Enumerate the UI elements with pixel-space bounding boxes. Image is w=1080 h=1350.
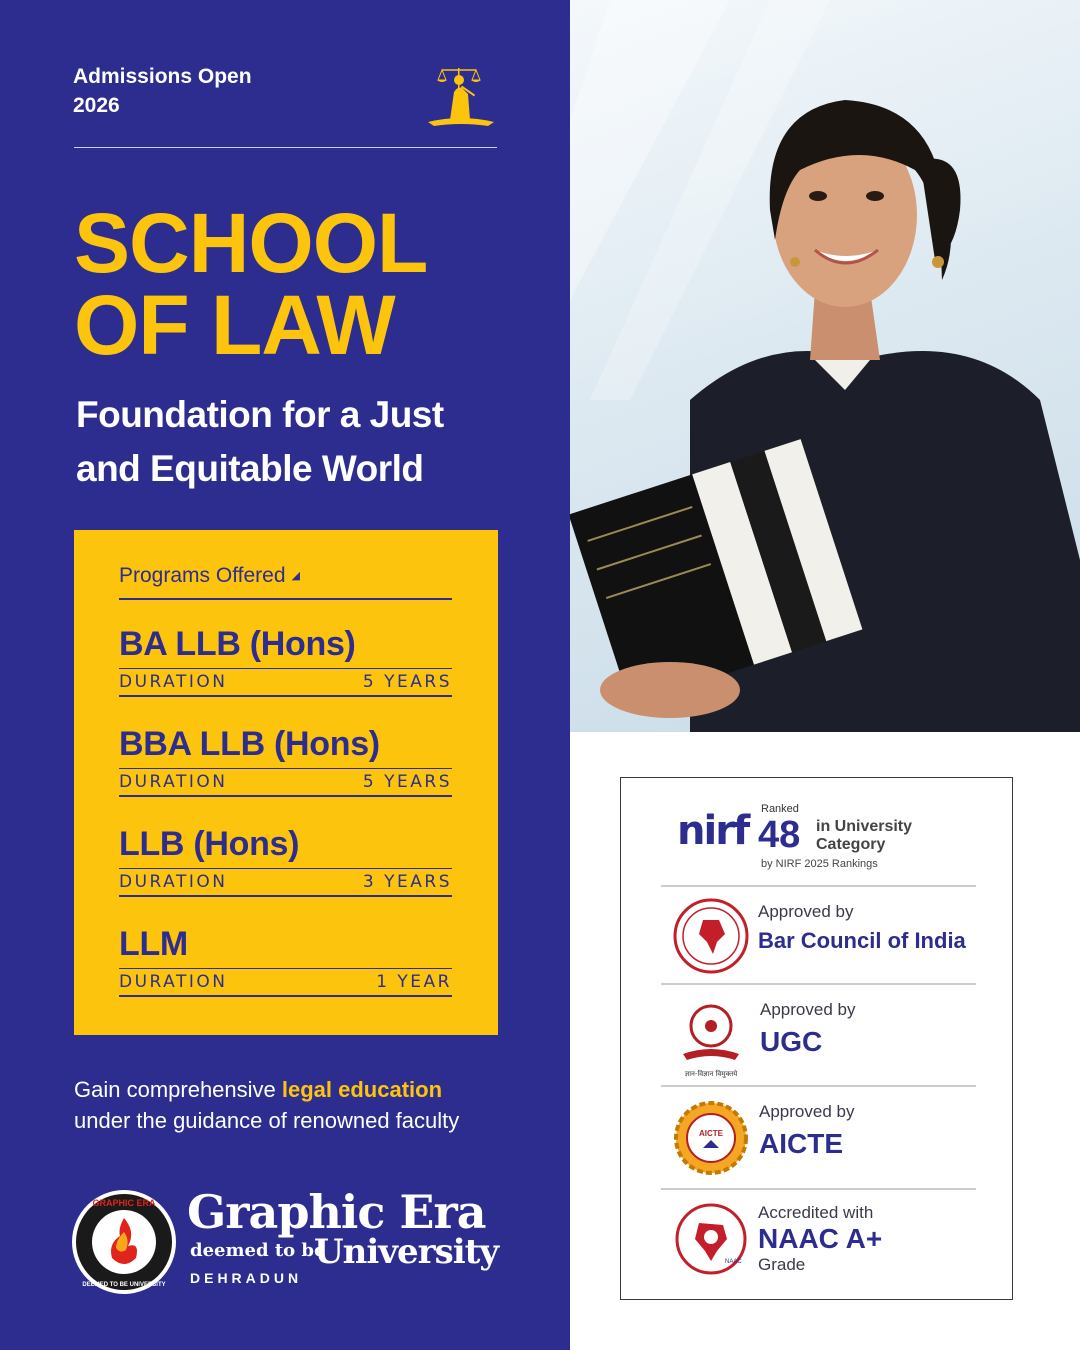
program-bottom-rule: [119, 995, 452, 997]
program-duration-row: [119, 969, 452, 995]
title-line-2: OF LAW: [74, 278, 395, 372]
program-name: LLM: [119, 925, 188, 963]
program-duration-row: [119, 669, 452, 695]
program-bottom-rule: [119, 895, 452, 897]
program-duration-row: [119, 769, 452, 795]
duration-label: DURATION: [119, 972, 228, 992]
graphic-era-emblem-icon: [70, 1188, 178, 1296]
duration-label: DURATION: [119, 872, 228, 892]
accreditation-divider: [661, 983, 976, 985]
nirf-row: [661, 778, 976, 886]
ugc-small: Approved by: [760, 1000, 856, 1019]
duration-value: 5 YEARS: [362, 672, 452, 692]
gain-text: [74, 1074, 544, 1136]
accreditation-divider: [661, 1085, 976, 1087]
accreditation-divider: [661, 885, 976, 887]
program-bottom-rule: [119, 795, 452, 797]
emblem-top-text: GRAPHIC ERA: [92, 1198, 156, 1208]
duration-value: 1 YEAR: [376, 972, 452, 992]
duration-value: 5 YEARS: [362, 772, 452, 792]
university-name: Graphic Era: [187, 1185, 486, 1239]
duration-label: DURATION: [119, 772, 228, 792]
programs-rule: [119, 598, 452, 600]
gain-pre: Gain comprehensive: [74, 1077, 282, 1102]
ugc-name: UGC: [760, 1026, 823, 1057]
nirf-category: in University Category: [816, 818, 913, 853]
program-name: LLB (Hons): [119, 825, 300, 863]
university-word: University: [314, 1232, 499, 1272]
program-name: BBA LLB (Hons): [119, 725, 380, 763]
aicte-gear-icon: [673, 1100, 749, 1176]
programs-box: [74, 530, 498, 1035]
tagline: [76, 388, 556, 496]
aicte-small: Approved by: [759, 1102, 855, 1121]
ugc-row: [661, 986, 976, 1082]
emblem-ring-text: DEEMED TO BE UNIVERSITY: [82, 1282, 166, 1288]
program-item: [119, 622, 452, 697]
page-title: [74, 196, 554, 372]
program-duration-row: [119, 869, 452, 895]
lady-justice-icon: [424, 56, 498, 128]
naac-seal-text: NAAC: [725, 1259, 742, 1265]
bci-seal-icon: [673, 898, 749, 974]
tagline-line-2: and Equitable World: [76, 448, 424, 489]
university-deemed: deemed to be: [190, 1240, 326, 1261]
nirf-ranked-label: Ranked: [761, 803, 799, 815]
nirf-logo: nirf: [677, 808, 749, 854]
accreditation-box: [620, 777, 1013, 1300]
aicte-row: [661, 1088, 976, 1184]
gain-highlight: legal education: [281, 1077, 443, 1102]
program-item: [119, 922, 452, 997]
bci-row: [661, 888, 976, 984]
naac-seal-icon: [673, 1201, 749, 1281]
naac-row: [661, 1191, 976, 1291]
programs-heading: [119, 564, 300, 588]
triangle-icon: ◢: [291, 570, 300, 582]
gain-post: under the guidance of renowned faculty: [74, 1108, 460, 1133]
admissions-text: Admissions Open 2026: [73, 65, 252, 117]
lawyer-illustration: [570, 0, 1080, 732]
nirf-rank: 48: [758, 814, 801, 856]
header-divider: [74, 147, 497, 148]
ugc-emblem-icon: [673, 996, 749, 1080]
nirf-source: by NIRF 2025 Rankings: [761, 858, 878, 870]
aicte-seal-text: AICTE: [699, 1129, 723, 1138]
program-item: [119, 722, 452, 797]
naac-name: NAAC A+: [758, 1223, 883, 1254]
aicte-name: AICTE: [759, 1128, 843, 1159]
naac-grade: Grade: [758, 1255, 806, 1274]
bci-name: Bar Council of India: [758, 928, 966, 953]
ugc-caption: ज्ञान-विज्ञान विमुक्तये: [684, 1070, 738, 1078]
program-item: [119, 822, 452, 897]
program-name: BA LLB (Hons): [119, 625, 356, 663]
lawyer-photo: [570, 0, 1080, 732]
duration-value: 3 YEARS: [362, 872, 452, 892]
naac-small: Accredited with: [758, 1203, 874, 1222]
programs-heading-label: Programs Offered: [119, 564, 286, 587]
program-bottom-rule: [119, 695, 452, 697]
tagline-line-1: Foundation for a Just: [76, 394, 444, 435]
title-line-1: SCHOOL: [74, 196, 428, 290]
duration-label: DURATION: [119, 672, 228, 692]
bci-small: Approved by: [758, 902, 854, 921]
university-city: DEHRADUN: [190, 1270, 303, 1286]
accreditation-divider: [661, 1188, 976, 1190]
